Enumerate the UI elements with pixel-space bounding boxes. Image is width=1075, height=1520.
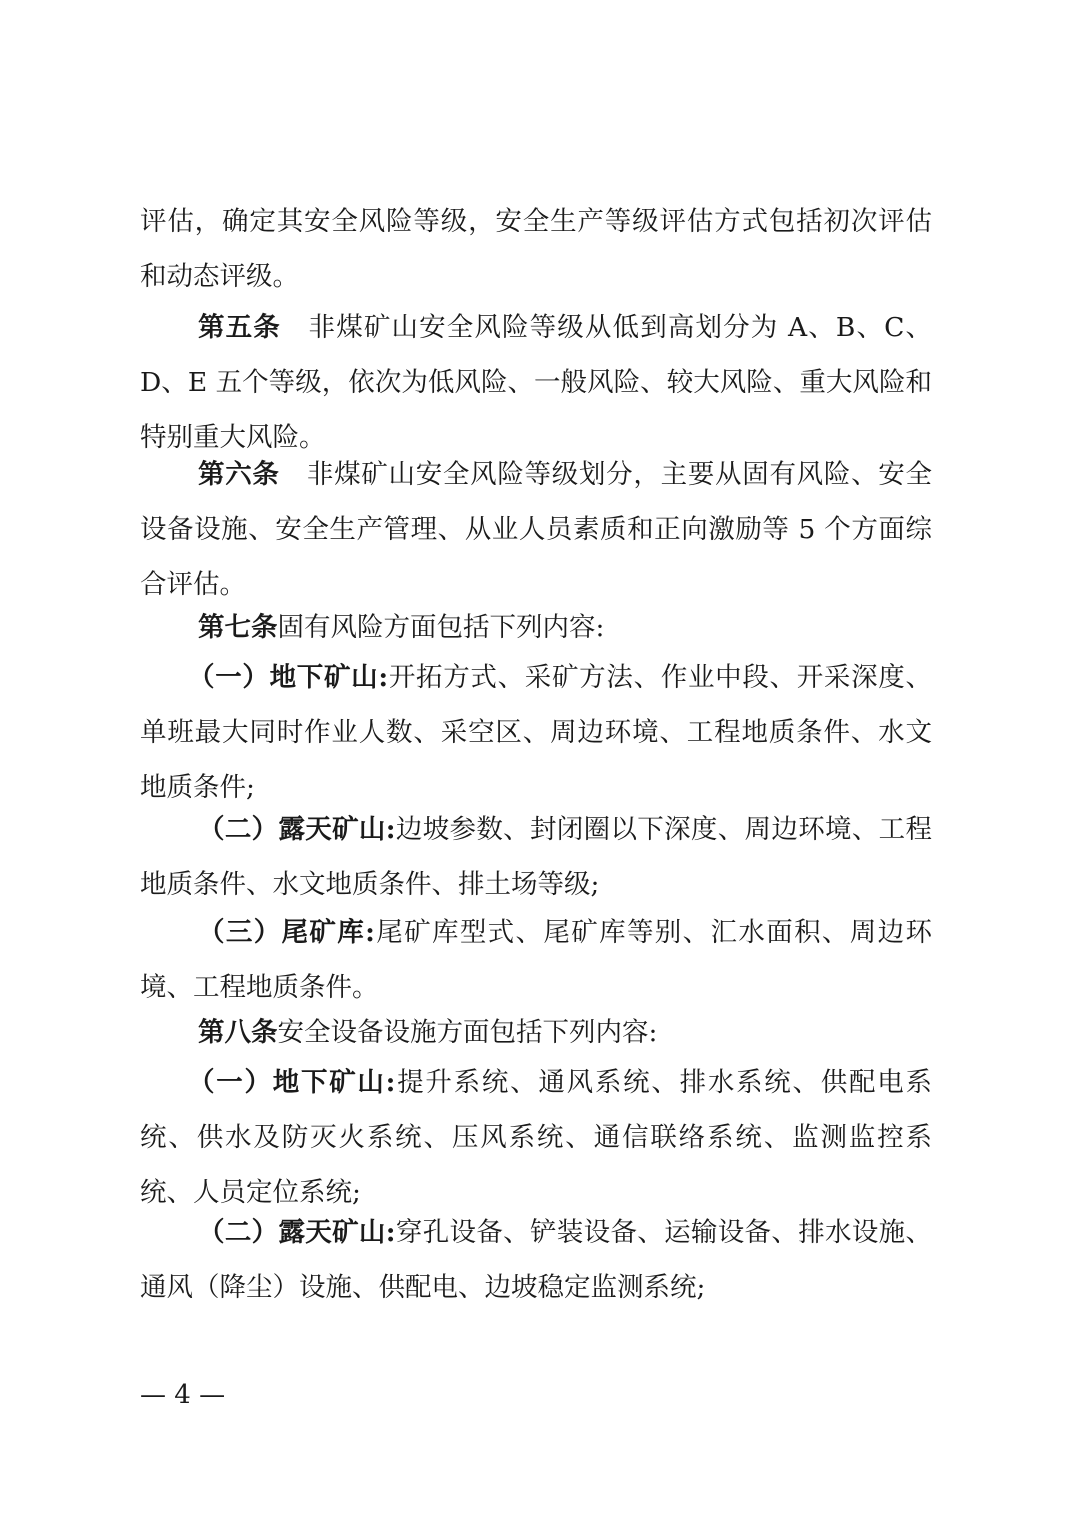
item-heading: （三）尾矿库: — [198, 917, 375, 948]
article-8-text: 安全设备设施方面包括下列内容: — [277, 1017, 658, 1048]
article-5-heading: 第五条 — [198, 312, 281, 343]
article-7-heading: 第七条 — [198, 612, 278, 643]
article-8 — [140, 1005, 932, 1060]
item-text: 边坡参数、封闭圈以下深度、周边环境、工程地质条件、水文地质条件、排土场等级; — [140, 814, 932, 900]
item-heading: （一）地下矿山: — [188, 1067, 396, 1098]
article-5 — [140, 300, 932, 465]
item-heading: （一）地下矿山: — [188, 662, 389, 693]
item-text: 开拓方式、采矿方法、作业中段、开采深度、单班最大同时作业人数、采空区、周边环境、工程地质条件、水文地质条件; — [140, 662, 932, 803]
article-8-item-1 — [140, 1055, 932, 1220]
article-8-item-2 — [140, 1205, 932, 1315]
article-6-text: 非煤矿山安全风险等级划分，主要从固有风险、安全设备设施、安全生产管理、从业人员素质和正向激励等 5 个方面综合评估。 — [140, 459, 933, 600]
item-text: 尾矿库型式、尾矿库等别、汇水面积、周边环境、工程地质条件。 — [140, 917, 932, 1003]
article-7-item-1 — [140, 650, 932, 815]
article-7-text: 固有风险方面包括下列内容: — [277, 612, 605, 643]
article-7 — [140, 600, 932, 655]
article-6-heading: 第六条 — [198, 459, 280, 490]
article-6 — [140, 447, 932, 612]
item-text: 穿孔设备、铲装设备、运输设备、排水设施、通风（降尘）设施、供配电、边坡稳定监测系统; — [140, 1217, 932, 1303]
article-7-item-2 — [140, 802, 932, 912]
article-8-heading: 第八条 — [198, 1017, 278, 1048]
item-heading: （二）露天矿山: — [198, 1217, 396, 1248]
paragraph-continued: 评估，确定其安全风险等级，安全生产等级评估方式包括初次评估和动态评级。 — [140, 206, 932, 292]
article-7-item-3 — [140, 905, 932, 1015]
item-text: 提升系统、通风系统、排水系统、供配电系统、供水及防灭火系统、压风系统、通信联络系统、监测监控系统、人员定位系统; — [140, 1067, 932, 1208]
article-5-text: 非煤矿山安全风险等级从低到高划分为 A、B、C、D、E 五个等级，依次为低风险、一般风险、较大风险、重大风险和特别重大风险。 — [140, 312, 933, 453]
page-number: — 4 — — [140, 1380, 226, 1410]
item-heading: （二）露天矿山: — [198, 814, 396, 845]
